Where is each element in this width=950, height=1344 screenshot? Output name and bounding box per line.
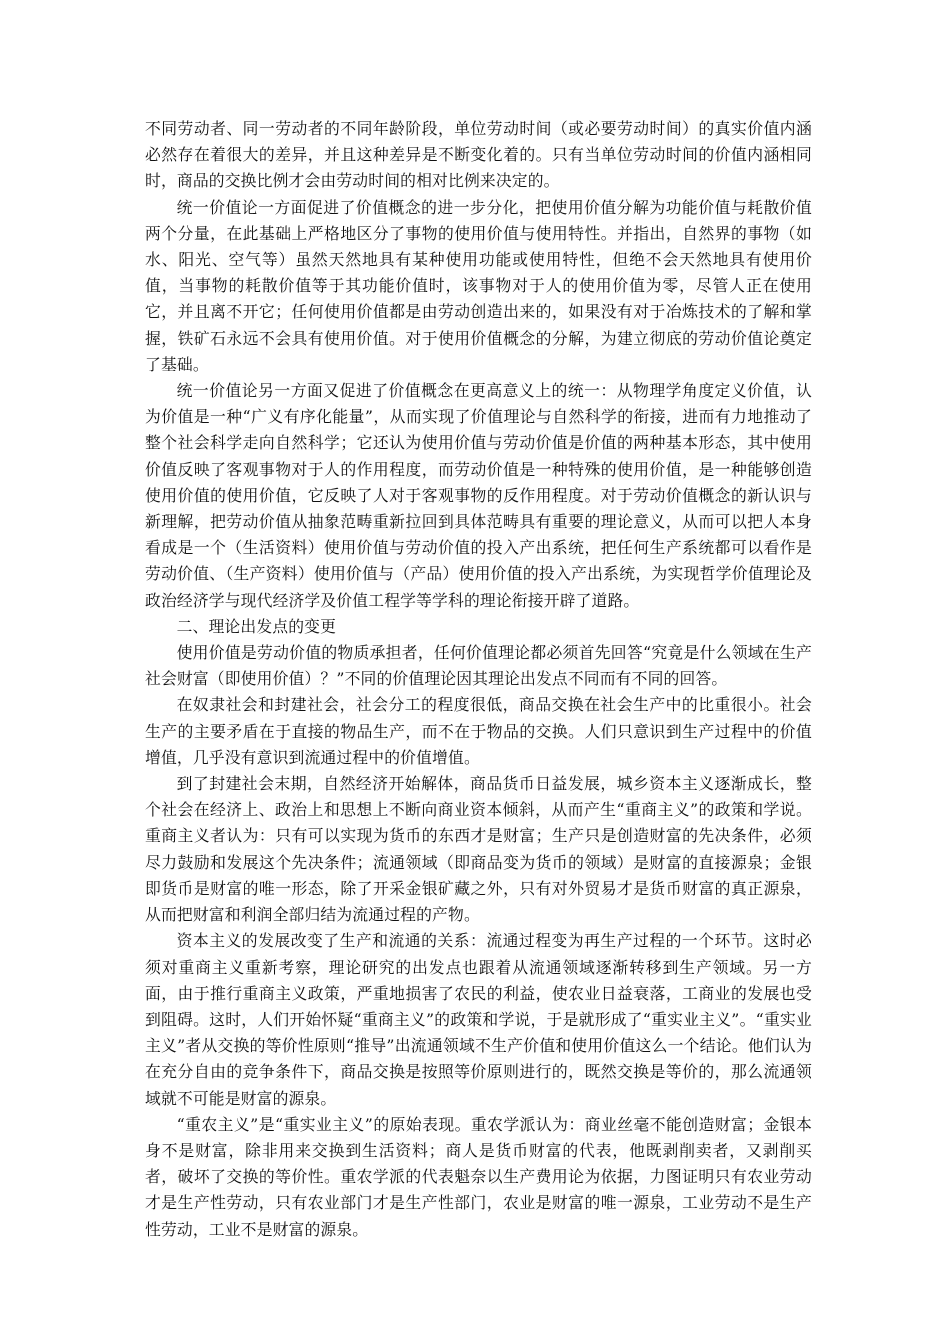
paragraph-6: 到了封建社会末期，自然经济开始解体，商品货币日益发展，城乡资本主义逐渐成长，整个社会在经济上、政治上和思想上不断向商业资本倾斜，从而产生“重商主义”的政策和学说。重商主义者认为：只有可以实现为货币的东西才是财富；生产只是创造财富的先决条件，必须尽力鼓励和发展这个先决条件；流通领域（即商品变为货币的领域）是财富的直接源泉；金银即货币是财富的唯一形态，除了开采金银矿藏之外，只有对外贸易才是货币财富的真正源泉，从而把财富和利润全部归结为流通过程的产物。 bbox=[145, 774, 812, 925]
section-heading: 二、理论出发点的变更 bbox=[176, 616, 337, 636]
paragraph-5: 在奴隶社会和封建社会，社会分工的程度很低，商品交换在社会生产中的比重很小。社会生产的主要矛盾在于直接的物品生产，而不在于物品的交换。人们只意识到生产过程中的价值增值，几乎没有意识到流通过程中的价值增值。 bbox=[145, 695, 812, 767]
document-page bbox=[145, 116, 812, 1243]
paragraph-4: 使用价值是劳动价值的物质承担者，任何价值理论都必须首先回答“究竟是什么领域在生产社会财富（即使用价值）？”不同的价值理论因其理论出发点不同而有不同的回答。 bbox=[145, 643, 812, 689]
paragraph-1: 不同劳动者、同一劳动者的不同年龄阶段，单位劳动时间（或必要劳动时间）的真实价值内涵必然存在着很大的差异，并且这种差异是不断变化着的。只有当单位劳动时间的价值内涵相同时，商品的交换比例才会由劳动时间的相对比例来决定的。 bbox=[145, 119, 812, 191]
paragraph-7: 资本主义的发展改变了生产和流通的关系：流通过程变为再生产过程的一个环节。这时必须对重商主义重新考察，理论研究的出发点也跟着从流通领域逐渐转移到生产领域。另一方面，由于推行重商主义政策，严重地损害了农民的利益，使农业日益衰落，工商业的发展也受到阻碍。这时，人们开始怀疑“重商主义”的政策和学说，于是就形成了“重实业主义”。“重实业主义”者从交换的等价性原则“推导”出流通领域不生产价值和使用价值这么一个结论。他们认为在充分自由的竞争条件下，商品交换是按照等价原则进行的，既然交换是等价的，那么流通领域就不可能是财富的源泉。 bbox=[145, 931, 812, 1108]
paragraph-8: “重农主义”是“重实业主义”的原始表现。重农学派认为：商业丝毫不能创造财富；金银本身不是财富，除非用来交换到生活资料；商人是货币财富的代表，他既剥削卖者，又剥削买者，破坏了交换的等价性。重农学派的代表魁奈以生产费用论为依据，力图证明只有农业劳动才是生产性劳动，只有农业部门才是生产性部门，农业是财富的唯一源泉，工业劳动不是生产性劳动，工业不是财富的源泉。 bbox=[145, 1114, 812, 1239]
paragraph-3: 统一价值论另一方面又促进了价值概念在更高意义上的统一：从物理学角度定义价值，认为价值是一种“广义有序化能量”，从而实现了价值理论与自然科学的衔接，进而有力地推动了整个社会科学走向自然科学；它还认为使用价值与劳动价值是价值的两种基本形态，其中使用价值反映了客观事物对于人的作用程度，而劳动价值是一种特殊的使用价值，是一种能够创造使用价值的使用价值，它反映了人对于客观事物的反作用程度。对于劳动价值概念的新认识与新理解，把劳动价值从抽象范畴重新拉回到具体范畴具有重要的理论意义，从而可以把人本身看成是一个（生活资料）使用价值与劳动价值的投入产出系统，把任何生产系统都可以看作是劳动价值、（生产资料）使用价值与（产品）使用价值的投入产出系统，为实现哲学价值理论及政治经济学与现代经济学及价值工程学等学科的理论衔接开辟了道路。 bbox=[145, 381, 812, 610]
paragraph-2: 统一价值论一方面促进了价值概念的进一步分化，把使用价值分解为功能价值与耗散价值两个分量，在此基础上严格地区分了事物的使用价值与使用特性。并指出，自然界的事物（如水、阳光、空气等）虽然天然地具有某种使用功能或使用特性，但绝不会天然地具有使用价值，当事物的耗散价值等于其功能价值时，该事物对于人的使用价值为零，尽管人正在使用它，并且离不开它；任何使用价值都是由劳动创造出来的，如果没有对于冶炼技术的了解和掌握，铁矿石永远不会具有使用价值。对于使用价值概念的分解，为建立彻底的劳动价值论奠定了基础。 bbox=[145, 197, 812, 374]
